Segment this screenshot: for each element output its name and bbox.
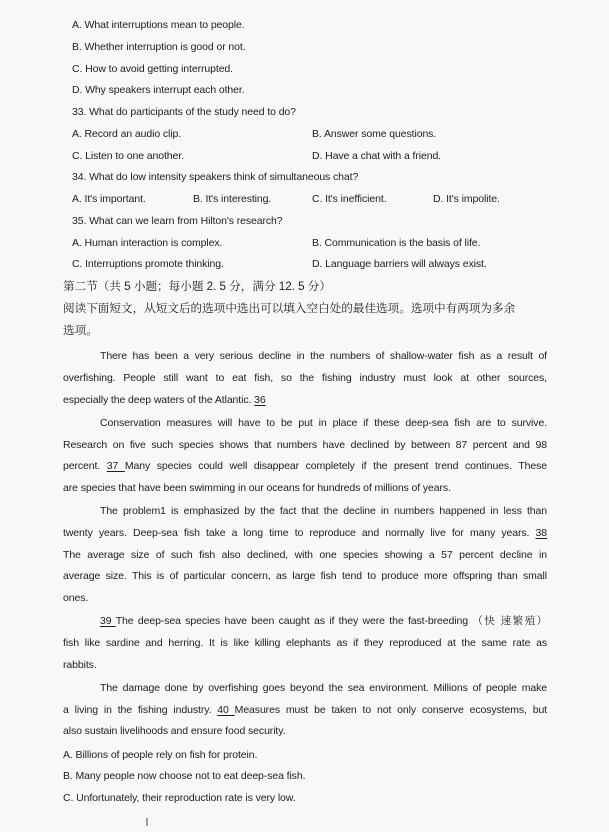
passage-text: overfishing. People still want to eat fish, so the fishing industry must look at other sources, bbox=[63, 371, 547, 384]
cloze-option-b: B. Many people now choose not to eat deep-sea fish. bbox=[63, 770, 306, 783]
passage-text: The average size of such fish also declined, with one species showing a 57 percent decline in bbox=[63, 548, 547, 561]
cloze-option-c: C. Unfortunately, their reproduction rate is very low. bbox=[63, 792, 296, 805]
passage-text: The damage done by overfishing goes beyond the sea environment. Millions of people make bbox=[100, 682, 547, 695]
cloze-options-section bbox=[0, 745, 609, 810]
passage-paragraph-4 bbox=[63, 611, 547, 676]
question-stem bbox=[72, 211, 609, 233]
option-text: C. Listen to one another. bbox=[72, 149, 184, 162]
option-text: B. Communication is the basis of life. bbox=[312, 236, 481, 249]
cloze-passage bbox=[63, 346, 547, 743]
text-cursor bbox=[146, 818, 148, 826]
option-text: C. Interruptions promote thinking. bbox=[72, 258, 224, 271]
option-line-2col bbox=[72, 233, 609, 255]
passage-line bbox=[63, 346, 547, 368]
blank-38: 38 bbox=[535, 527, 547, 539]
passage-text: Conservation measures will have to be put in place if these deep-sea fish are to survive. bbox=[100, 416, 547, 429]
blank-37: 37 bbox=[106, 460, 125, 473]
passage-line bbox=[63, 435, 547, 457]
passage-paragraph-2 bbox=[63, 413, 547, 500]
question-stem bbox=[72, 102, 609, 124]
option-line-2col bbox=[72, 124, 609, 146]
option-line-2col bbox=[72, 254, 609, 276]
passage-text: percent. bbox=[63, 460, 107, 473]
passage-text: twenty years. Deep-sea fish take a long time to reproduce and normally live for many years. bbox=[63, 527, 536, 539]
option-text: D. Language barriers will always exist. bbox=[312, 258, 487, 271]
option-text: A. Record an audio clip. bbox=[72, 127, 182, 140]
blank-36: 36 bbox=[254, 393, 266, 406]
option-line bbox=[72, 59, 609, 81]
passage-paragraph-5 bbox=[63, 678, 547, 743]
passage-text: also sustain livelihoods and ensure food security. bbox=[63, 725, 286, 738]
passage-text: Research on five such species shows that numbers have declined by between 87 percent and 98 bbox=[63, 438, 547, 451]
section-2-header-block bbox=[0, 276, 609, 341]
passage-line bbox=[63, 611, 547, 633]
passage-text: Many species could well disappear completely if the present trend continues. These bbox=[124, 460, 548, 473]
passage-line bbox=[63, 700, 547, 722]
option-text: C. It's inefficient. bbox=[312, 193, 387, 205]
passage-line bbox=[63, 478, 547, 500]
passage-line bbox=[63, 523, 547, 545]
cloze-option-a: A. Billions of people rely on fish for protein. bbox=[63, 748, 258, 761]
passage-line bbox=[63, 566, 547, 588]
section-heading: 第二节（共 5 小题；每小题 2. 5 分，满分 12. 5 分） bbox=[63, 280, 331, 293]
passage-text: ones. bbox=[63, 592, 89, 605]
option-text: D. Have a chat with a friend. bbox=[312, 149, 441, 162]
passage-text: fish like sardine and herring. It is like killing elephants as if they reproduced at the same rate as bbox=[63, 637, 547, 650]
passage-line bbox=[63, 588, 547, 610]
passage-line bbox=[63, 655, 547, 677]
passage-text: The problem1 is emphasized by the fact that the decline in numbers happened in less than bbox=[100, 505, 547, 518]
question-text: 34. What do low intensity speakers think of simultaneous chat? bbox=[72, 171, 359, 184]
passage-text: a living in the fishing industry. bbox=[63, 703, 218, 716]
option-text: B. It's interesting. bbox=[193, 193, 272, 205]
option-text: C. How to avoid getting interrupted. bbox=[72, 62, 233, 75]
passage-text: There has been a very serious decline in the numbers of shallow-water fish as a result of bbox=[100, 350, 547, 363]
question-stem bbox=[72, 167, 609, 189]
option-text: A. What interruptions mean to people. bbox=[72, 19, 245, 31]
passage-text: Measures must be taken to not only conserve ecosystems, but bbox=[234, 703, 548, 716]
option-line bbox=[72, 80, 609, 102]
passage-line bbox=[63, 633, 547, 655]
option-text: A. It's important. bbox=[72, 193, 146, 205]
passage-text: are species that have been swimming in our oceans for hundreds of millions of years. bbox=[63, 482, 451, 495]
option-text: A. Human interaction is complex. bbox=[72, 236, 223, 249]
passage-line bbox=[63, 545, 547, 567]
option-line-2col bbox=[72, 146, 609, 168]
passage-line bbox=[63, 721, 547, 743]
passage-paragraph-1 bbox=[63, 346, 547, 411]
passage-line bbox=[63, 678, 547, 700]
passage-text: The deep-sea species have been caught as if they were the fast-breeding （快 速繁殖） bbox=[115, 615, 547, 628]
option-line bbox=[72, 15, 609, 37]
question-text: 35. What can we learn from Hilton's research? bbox=[72, 214, 283, 227]
section-instruction-line: 阅读下面短文，从短文后的选项中选出可以填入空白处的最佳选项。选项中有两项为多余 bbox=[63, 301, 516, 315]
passage-line bbox=[63, 413, 547, 435]
blank-39: 39 bbox=[100, 615, 116, 628]
passage-text: rabbits. bbox=[63, 658, 97, 671]
passage-paragraph-3 bbox=[63, 501, 547, 610]
passage-line bbox=[63, 501, 547, 523]
option-line bbox=[72, 37, 609, 59]
option-text: B. Whether interruption is good or not. bbox=[72, 40, 246, 53]
option-text: D. It's impolite. bbox=[433, 193, 500, 205]
option-text: B. Answer some questions. bbox=[312, 127, 437, 140]
passage-line bbox=[63, 368, 547, 390]
question-text: 33. What do participants of the study need to do? bbox=[72, 106, 296, 118]
passage-text: average size. This is of particular concern, as large fish tend to produce more offspring than small bbox=[63, 570, 547, 583]
option-text: D. Why speakers interrupt each other. bbox=[72, 84, 245, 97]
passage-line bbox=[63, 390, 547, 412]
listening-questions-section bbox=[0, 0, 609, 276]
section-instruction-line: 选项。 bbox=[63, 323, 98, 337]
option-line-4col bbox=[72, 189, 609, 211]
blank-40: 40 bbox=[217, 703, 235, 716]
passage-text: especially the deep waters of the Atlantic. bbox=[63, 393, 255, 406]
passage-line bbox=[63, 456, 547, 478]
